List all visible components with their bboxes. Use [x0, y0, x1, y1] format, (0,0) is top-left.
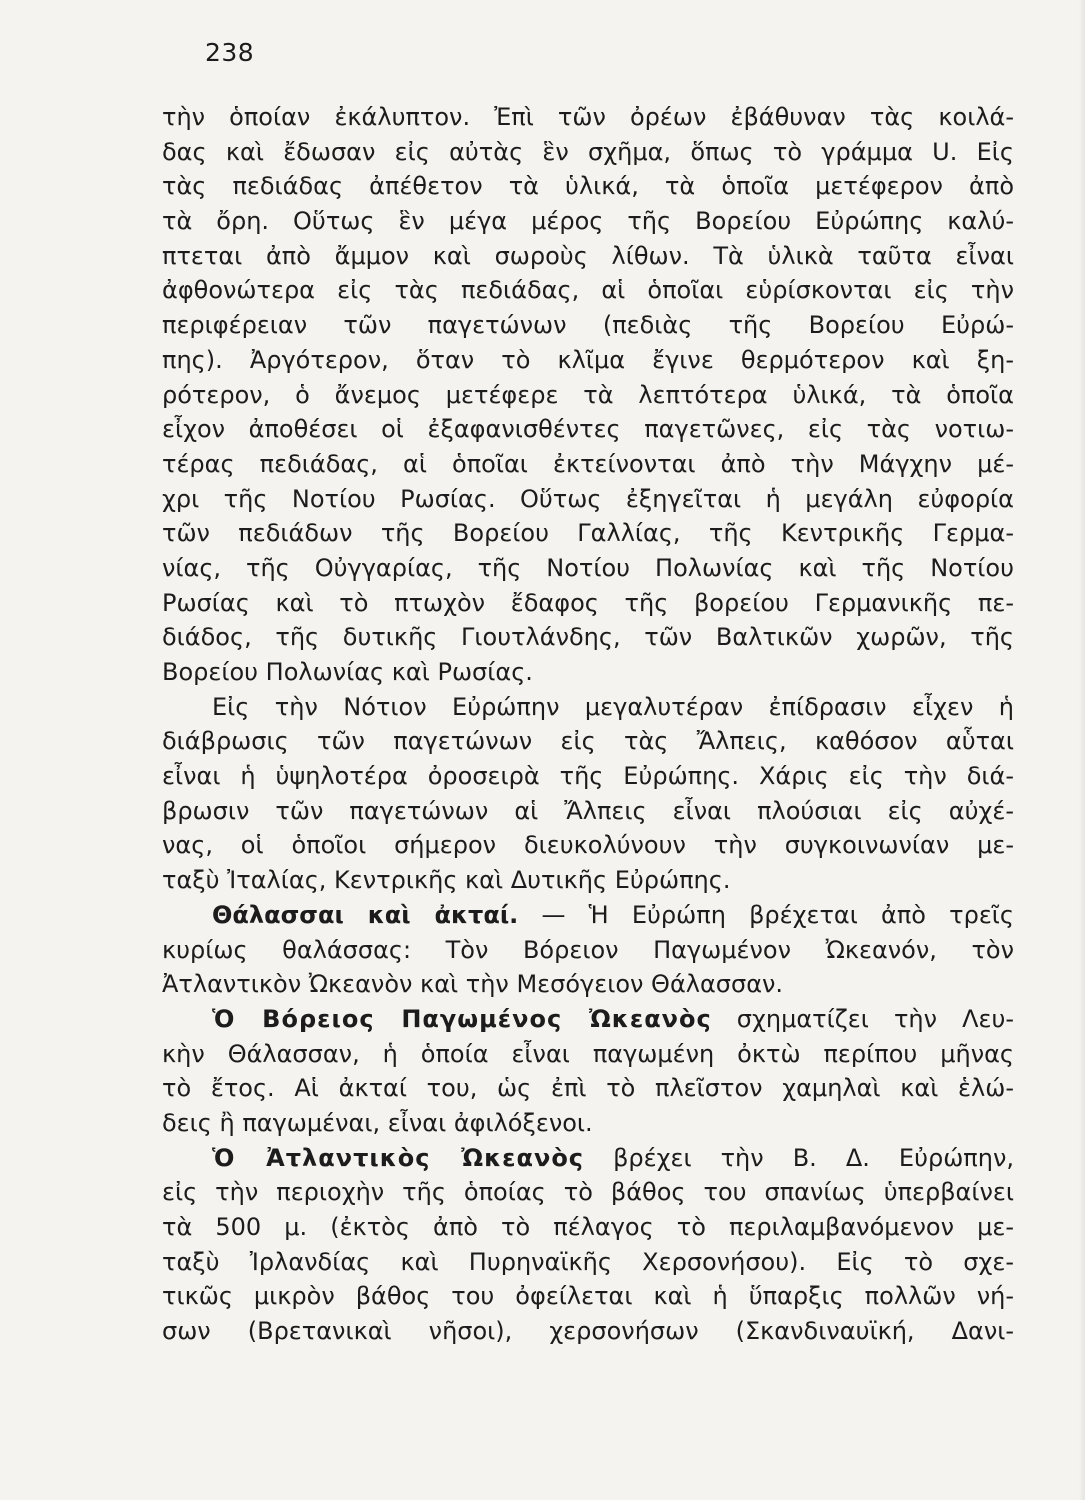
- section-heading: Ὁ Βόρειος Παγωμένος Ὠκεανὸς: [212, 1004, 712, 1033]
- paragraph-alps-erosion: [162, 690, 1014, 898]
- text-line: τὴν ὁποίαν ἐκάλυπτον. Ἐπὶ τῶν ὀρέων ἐβάθυναν τὰς κοιλά-: [162, 103, 1014, 131]
- text-line: τὰ 500 μ. (ἐκτὸς ἀπὸ τὸ πέλαγος τὸ περιλαμβανόμενον με-: [162, 1213, 1014, 1241]
- text-line: πτεται ἀπὸ ἄμμον καὶ σωροὺς λίθων. Τὰ ὑλικὰ ταῦτα εἶναι: [162, 241, 1014, 270]
- text-line: διάδος, τῆς δυτικῆς Γιουτλάνδης, τῶν Βαλτικῶν χωρῶν, τῆς: [162, 623, 1014, 652]
- text-line: [162, 898, 1014, 933]
- text-line: εἶναι ἡ ὑψηλοτέρα ὀροσειρὰ τῆς Εὐρώπης. Χάρις εἰς τὴν διά-: [162, 762, 1014, 791]
- text-line: τὸ ἔτος. Αἱ ἀκταί του, ὡς ἐπὶ τὸ πλεῖστον χαμηλαὶ καὶ ἑλώ-: [162, 1074, 1014, 1103]
- text-line: τὰ ὄρη. Οὕτως ἓν μέγα μέρος τῆς Βορείου Εὐρώπης καλύ-: [162, 207, 1014, 236]
- text-line: τῶν πεδιάδων τῆς Βορείου Γαλλίας, τῆς Κεντρικῆς Γερμα-: [162, 519, 1014, 548]
- page-number: 238: [205, 38, 255, 67]
- paragraph-seas-and-coasts: [162, 898, 1014, 1002]
- text-line: κὴν Θάλασσαν, ἡ ὁποία εἶναι παγωμένη ὀκτὼ περίπου μῆνας: [162, 1039, 1014, 1068]
- text-line: δεις ἢ παγωμέναι, εἶναι ἀφιλόξενοι.: [162, 1108, 593, 1137]
- text-line: περιφέρειαν τῶν παγετώνων (πεδιὰς τῆς Βορείου Εὐρώ-: [162, 311, 1014, 340]
- paragraph-arctic-ocean: [162, 1002, 1014, 1141]
- text-line: Ἀτλαντικὸν Ὠκεανὸν καὶ τὴν Μεσόγειον Θάλασσαν.: [162, 970, 784, 999]
- text-line: Βορείου Πολωνίας καὶ Ρωσίας.: [162, 658, 533, 686]
- text-line: ταξὺ Ἰρλανδίας καὶ Πυρηναϊκῆς Χερσονήσου). Εἰς τὸ σχε-: [162, 1247, 1014, 1276]
- text-run: — Ἡ Εὐρώπη βρέχεται ἀπὸ τρεῖς: [518, 900, 1014, 929]
- text-line: βρωσιν τῶν παγετώνων αἱ Ἄλπεις εἶναι πλούσιαι εἰς αὐχέ-: [162, 796, 1014, 825]
- text-line: τικῶς μικρὸν βάθος του ὀφείλεται καὶ ἡ ὕπαρξις πολλῶν νή-: [162, 1282, 1014, 1311]
- text-line: εἶχον ἀποθέσει οἱ ἐξαφανισθέντες παγετῶνες, εἰς τὰς νοτιω-: [162, 415, 1014, 444]
- text-run: βρέχει τὴν Β. Δ. Εὐρώπην,: [584, 1143, 1014, 1172]
- text-line: διάβρωσις τῶν παγετώνων εἰς τὰς Ἄλπεις, καθόσον αὗται: [162, 727, 1014, 756]
- paragraph-glacial-deposits: [162, 100, 1014, 690]
- text-line: εἰς τὴν περιοχὴν τῆς ὁποίας τὸ βάθος του σπανίως ὑπερβαίνει: [162, 1178, 1014, 1207]
- text-line: Εἰς τὴν Νότιον Εὐρώπην μεγαλυτέραν ἐπίδρασιν εἶχεν ἡ: [212, 692, 1014, 721]
- text-line: χρι τῆς Νοτίου Ρωσίας. Οὕτως ἐξηγεῖται ἡ μεγάλη εὐφορία: [162, 484, 1014, 513]
- text-line: τὰς πεδιάδας ἀπέθετον τὰ ὑλικά, τὰ ὁποῖα μετέφερον ἀπὸ: [162, 172, 1014, 201]
- text-run: σχηματίζει τὴν Λευ-: [711, 1004, 1014, 1033]
- text-line: ἀφθονώτερα εἰς τὰς πεδιάδας, αἱ ὁποῖαι εὑρίσκονται εἰς τὴν: [162, 276, 1014, 305]
- text-line: τέρας πεδιάδας, αἱ ὁποῖαι ἐκτείνονται ἀπὸ τὴν Μάγχην μέ-: [162, 449, 1014, 478]
- text-line: Ρωσίας καὶ τὸ πτωχὸν ἔδαφος τῆς βορείου Γερμανικῆς πε-: [162, 588, 1014, 617]
- text-line: δας καὶ ἔδωσαν εἰς αὐτὰς ἓν σχῆμα, ὅπως τὸ γράμμα U. Εἰς: [162, 137, 1014, 166]
- text-line: [162, 1002, 1014, 1037]
- paragraph-atlantic-ocean: [162, 1141, 1014, 1349]
- text-line: νίας, τῆς Οὐγγαρίας, τῆς Νοτίου Πολωνίας καὶ τῆς Νοτίου: [162, 553, 1014, 582]
- section-heading: Θάλασσαι καὶ ἀκταί.: [212, 900, 519, 929]
- section-heading: Ὁ Ἀτλαντικὸς Ὠκεανὸς: [212, 1143, 585, 1172]
- body-text: [162, 100, 1014, 1349]
- text-line: [162, 1141, 1014, 1176]
- text-line: κυρίως θαλάσσας: Τὸν Βόρειον Παγωμένον Ὠκεανόν, τὸν: [162, 935, 1014, 964]
- text-line: σων (Βρετανικαὶ νῆσοι), χερσονήσων (Σκανδιναυϊκή, Δανι-: [162, 1317, 1014, 1346]
- text-line: πης). Ἀργότερον, ὅταν τὸ κλῖμα ἔγινε θερμότερον καὶ ξη-: [162, 345, 1014, 374]
- text-line: ρότερον, ὁ ἄνεμος μετέφερε τὰ λεπτότερα ὑλικά, τὰ ὁποῖα: [162, 380, 1014, 409]
- page-edge-shadow: [1079, 0, 1085, 1500]
- text-line: νας, οἱ ὁποῖοι σήμερον διευκολύνουν τὴν συγκοινωνίαν με-: [162, 831, 1014, 860]
- text-line: ταξὺ Ἰταλίας, Κεντρικῆς καὶ Δυτικῆς Εὐρώπης.: [162, 866, 731, 895]
